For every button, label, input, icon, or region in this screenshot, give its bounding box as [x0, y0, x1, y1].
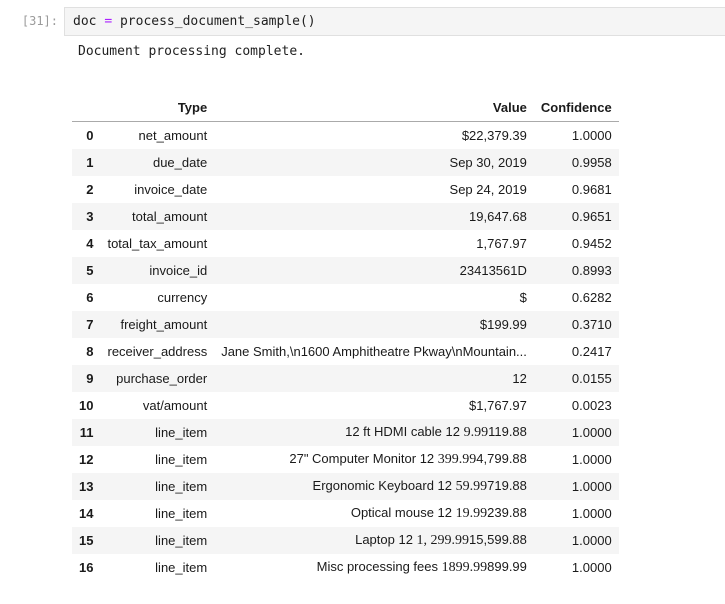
- cell-type: freight_amount: [120, 317, 208, 332]
- table-row: [72, 419, 619, 446]
- cell-confidence: 1.0000: [571, 560, 612, 575]
- column-header-value: Value: [214, 94, 534, 122]
- cell-confidence: 0.0023: [571, 398, 612, 413]
- cell-value: [214, 419, 534, 446]
- cell-confidence: 1.0000: [571, 452, 612, 467]
- cell-type: line_item: [155, 560, 208, 575]
- table-row: [72, 149, 619, 176]
- cell-value: [214, 311, 534, 338]
- table-row: [72, 338, 619, 365]
- execution-count-prompt: [31]:: [21, 14, 58, 28]
- cell-value: [214, 284, 534, 311]
- cell-value: [214, 446, 534, 473]
- row-index: 5: [86, 263, 94, 278]
- table-row: [72, 446, 619, 473]
- table-row: [72, 230, 619, 257]
- cell-type: invoice_date: [134, 182, 208, 197]
- cell-value: [214, 203, 534, 230]
- cell-type: line_item: [155, 506, 208, 521]
- value-segment-serif: 19.99: [455, 506, 488, 521]
- value-segment: 12 ft HDMI cable 12: [345, 424, 464, 439]
- value-segment: 19,647.68: [469, 209, 527, 224]
- table-row: [72, 284, 619, 311]
- value-segment: Misc processing fees: [316, 559, 442, 574]
- header-row: [72, 94, 619, 122]
- cell-type: line_item: [155, 425, 208, 440]
- code-cell-input-area: [0, 7, 725, 36]
- table-row: [72, 527, 619, 554]
- cell-type: vat/amount: [142, 398, 208, 413]
- cell-value: [214, 230, 534, 257]
- cell-confidence: 1.0000: [571, 425, 612, 440]
- cell-value: [214, 527, 534, 554]
- row-index: 8: [86, 344, 94, 359]
- table-row: [72, 311, 619, 338]
- dataframe-body: [72, 122, 619, 582]
- cell-value: [214, 500, 534, 527]
- cell-output-text: Document processing complete.: [78, 44, 305, 59]
- cell-confidence: 0.0155: [571, 371, 612, 386]
- row-index: 16: [79, 560, 94, 575]
- value-segment-serif: 1, 299.99: [416, 533, 470, 548]
- value-segment: 15,599.88: [469, 532, 527, 547]
- table-row: [72, 554, 619, 581]
- row-index: 14: [79, 506, 94, 521]
- table-row: [72, 473, 619, 500]
- cell-confidence: 0.6282: [571, 290, 612, 305]
- value-segment: 899.99: [487, 559, 527, 574]
- cell-confidence: 1.0000: [571, 506, 612, 521]
- table-row: [72, 122, 619, 150]
- cell-value: [214, 365, 534, 392]
- cell-type: line_item: [155, 479, 208, 494]
- table-row: [72, 365, 619, 392]
- cell-confidence: 0.2417: [571, 344, 612, 359]
- code-token-variable: doc: [73, 14, 105, 29]
- value-segment: Optical mouse 12: [350, 505, 456, 520]
- cell-value: [214, 257, 534, 284]
- cell-confidence: 0.9958: [571, 155, 612, 170]
- cell-value: [214, 392, 534, 419]
- cell-type: currency: [157, 290, 208, 305]
- value-segment: 4,799.88: [476, 451, 527, 466]
- cell-type: line_item: [155, 533, 208, 548]
- value-segment: 23413561D: [459, 263, 527, 278]
- value-segment: Sep 24, 2019: [449, 182, 527, 197]
- value-segment: Laptop 12: [355, 532, 417, 547]
- table-row: [72, 257, 619, 284]
- cell-confidence: 0.9651: [571, 209, 612, 224]
- row-index: 6: [86, 290, 94, 305]
- value-segment-serif: 1899.99: [441, 560, 488, 575]
- cell-confidence: 0.9681: [571, 182, 612, 197]
- cell-confidence: 0.3710: [571, 317, 612, 332]
- cell-confidence: 1.0000: [571, 533, 612, 548]
- table-row: [72, 392, 619, 419]
- cell-type: total_tax_amount: [107, 236, 208, 251]
- value-segment: Ergonomic Keyboard 12: [312, 478, 456, 493]
- cell-confidence: 1.0000: [571, 128, 612, 143]
- value-segment: $: [519, 290, 527, 305]
- table-row: [72, 203, 619, 230]
- row-index: 2: [86, 182, 94, 197]
- code-token-operator: =: [104, 14, 120, 29]
- row-index: 1: [86, 155, 94, 170]
- value-segment: 12: [512, 371, 527, 386]
- cell-type: invoice_id: [149, 263, 208, 278]
- cell-confidence: 1.0000: [571, 479, 612, 494]
- value-segment: Jane Smith,\n1600 Amphitheatre Pkway\nMountain...: [221, 344, 527, 359]
- column-header-index: [72, 94, 100, 122]
- cell-confidence: 0.9452: [571, 236, 612, 251]
- row-index: 7: [86, 317, 94, 332]
- cell-type: total_amount: [132, 209, 208, 224]
- cell-type: net_amount: [138, 128, 208, 143]
- cell-value: [214, 176, 534, 203]
- cell-type: line_item: [155, 452, 208, 467]
- row-index: 9: [86, 371, 94, 386]
- row-index: 10: [79, 398, 94, 413]
- column-header-confidence: Confidence: [534, 94, 619, 122]
- table-row: [72, 500, 619, 527]
- row-index: 11: [79, 425, 94, 440]
- table-row: [72, 176, 619, 203]
- cell-value: [214, 473, 534, 500]
- cell-value: [214, 149, 534, 176]
- row-index: 15: [79, 533, 94, 548]
- code-token-call: process_document_sample(): [119, 14, 316, 29]
- cell-confidence: 0.8993: [571, 263, 612, 278]
- value-segment-serif: 59.99: [455, 479, 488, 494]
- value-segment: Sep 30, 2019: [449, 155, 527, 170]
- cell-value: [214, 122, 534, 150]
- cell-value: [214, 554, 534, 581]
- row-index: 13: [79, 479, 94, 494]
- value-segment: $199.99: [479, 317, 527, 332]
- value-segment: 719.88: [487, 478, 527, 493]
- row-index: 4: [86, 236, 94, 251]
- cell-type: receiver_address: [107, 344, 208, 359]
- cell-type: purchase_order: [116, 371, 208, 386]
- value-segment-serif: 9.99: [463, 425, 489, 440]
- row-index: 3: [86, 209, 94, 224]
- row-index: 0: [86, 128, 94, 143]
- cell-type: due_date: [152, 155, 208, 170]
- value-segment: 27" Computer Monitor 12: [289, 451, 438, 466]
- row-index: 12: [79, 452, 94, 467]
- value-segment: 239.88: [487, 505, 527, 520]
- value-segment: $22,379.39: [461, 128, 527, 143]
- column-header-type: Type: [100, 94, 214, 122]
- value-segment: 119.88: [488, 424, 527, 439]
- dataframe-table: [72, 94, 619, 581]
- cell-value: [214, 338, 534, 365]
- value-segment-serif: 399.99: [437, 452, 477, 467]
- value-segment: $1,767.97: [469, 398, 527, 413]
- value-segment: 1,767.97: [476, 236, 527, 251]
- code-editor[interactable]: [64, 7, 725, 36]
